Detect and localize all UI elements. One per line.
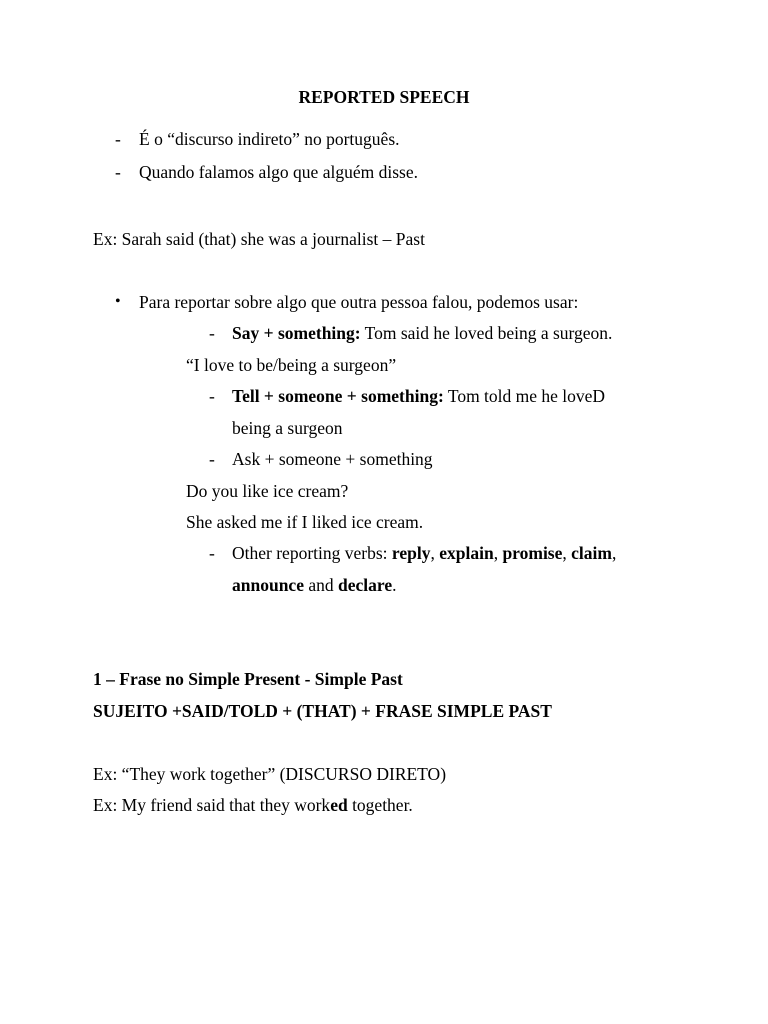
bullet-marker: • [115, 293, 121, 310]
comma: , [493, 543, 503, 563]
question-ice-cream: Do you like ice cream? [186, 481, 349, 501]
dash-marker: - [209, 323, 215, 343]
example-indirect-post: together. [347, 795, 413, 815]
example-indirect-suffix: ed [330, 795, 348, 815]
document-title: REPORTED SPEECH [298, 87, 470, 107]
verb-announce: announce [232, 575, 304, 595]
tell-label: Tell + someone + something: [232, 386, 444, 406]
example-indirect [93, 794, 413, 816]
verb-declare: declare [338, 575, 393, 595]
tell-item-continued: being a surgeon [232, 418, 343, 438]
intro-item-1: É o “discurso indireto” no português. [139, 129, 400, 149]
say-text: Tom said he loved being a surgeon. [360, 323, 613, 343]
quote-surgeon: “I love to be/being a surgeon” [186, 355, 397, 375]
comma: , [562, 543, 572, 563]
ask-item: Ask + someone + something [232, 449, 433, 469]
intro-item-2: Quando falamos algo que alguém disse. [139, 162, 418, 182]
dash-marker: - [209, 386, 215, 406]
asked-ice-cream: She asked me if I liked ice cream. [186, 512, 424, 532]
dash-marker: - [115, 162, 121, 182]
example-sarah: Ex: Sarah said (that) she was a journalist – Past [93, 229, 425, 249]
comma: , [611, 543, 617, 563]
say-item [232, 322, 612, 344]
example-direct: Ex: “They work together” (DISCURSO DIRETO) [93, 764, 447, 784]
example-indirect-pre: Ex: My friend said that they work [93, 795, 331, 815]
verb-explain: explain [439, 543, 494, 563]
tell-text: Tom told me he loveD [443, 386, 606, 406]
verb-reply: reply [391, 543, 431, 563]
verb-claim: claim [571, 543, 612, 563]
other-verbs-item [232, 542, 616, 564]
and-word: and [303, 575, 338, 595]
other-verbs-prefix: Other reporting verbs: [232, 543, 392, 563]
section1-rule: SUJEITO +SAID/TOLD + (THAT) + FRASE SIMPLE PAST [93, 701, 552, 721]
say-label: Say + something: [232, 323, 361, 343]
period: . [392, 575, 397, 595]
verb-promise: promise [502, 543, 563, 563]
dash-marker: - [209, 543, 215, 563]
dash-marker: - [115, 129, 121, 149]
tell-item [232, 385, 605, 407]
bullet-text: Para reportar sobre algo que outra pessoa falou, podemos usar: [139, 292, 579, 312]
other-verbs-continued [232, 574, 396, 596]
comma: , [430, 543, 440, 563]
section1-heading: 1 – Frase no Simple Present - Simple Past [93, 669, 403, 689]
dash-marker: - [209, 449, 215, 469]
